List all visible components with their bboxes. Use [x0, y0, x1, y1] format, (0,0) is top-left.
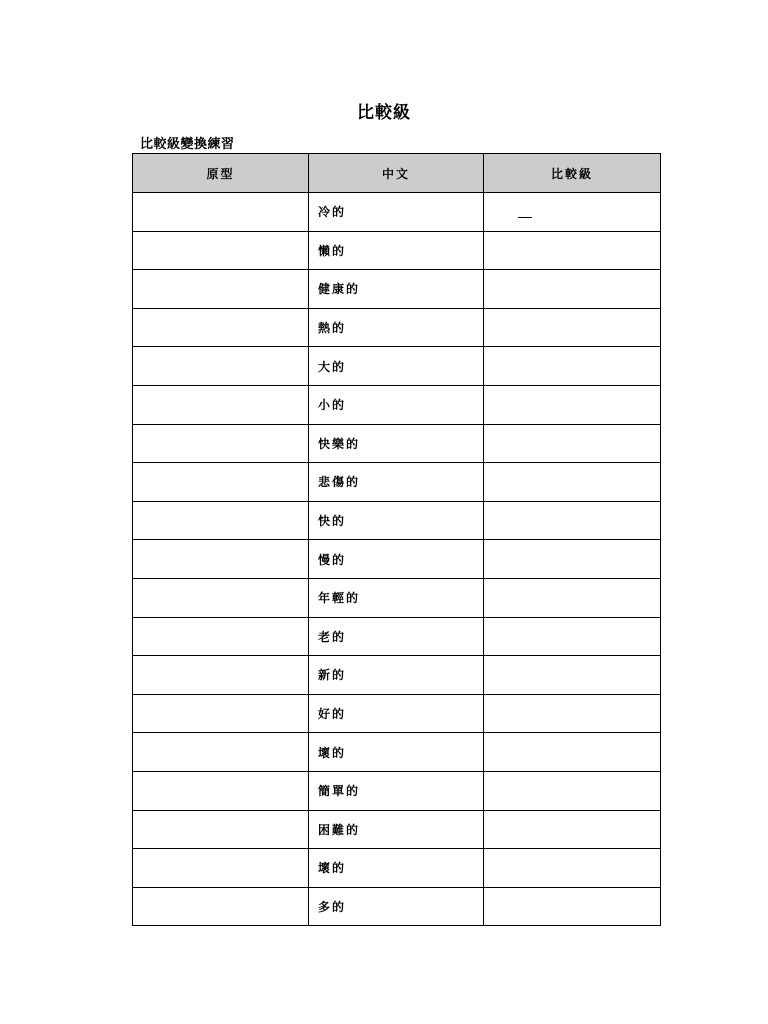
answer-blank-line — [518, 217, 532, 218]
comparative-cell[interactable] — [484, 424, 661, 463]
comparative-cell[interactable] — [484, 771, 661, 810]
base-form-cell[interactable] — [133, 656, 309, 695]
comparative-cell[interactable] — [484, 810, 661, 849]
chinese-meaning-cell: 快樂的 — [309, 424, 484, 463]
table-row — [133, 231, 661, 270]
base-form-cell[interactable] — [133, 694, 309, 733]
table-row — [133, 617, 661, 656]
base-form-cell[interactable] — [133, 578, 309, 617]
section-heading: 比較級變換練習 — [140, 137, 235, 152]
page-title: 比較級 — [357, 103, 411, 123]
base-form-cell[interactable] — [133, 193, 309, 232]
table-row — [133, 656, 661, 695]
chinese-meaning-cell: 壞的 — [309, 849, 484, 888]
comparative-cell[interactable] — [484, 270, 661, 309]
chinese-meaning-cell: 新的 — [309, 656, 484, 695]
chinese-meaning-cell: 熱的 — [309, 308, 484, 347]
table-row — [133, 771, 661, 810]
chinese-meaning-cell: 快的 — [309, 501, 484, 540]
base-form-cell[interactable] — [133, 308, 309, 347]
header-chinese: 中文 — [309, 154, 484, 193]
comparative-cell[interactable] — [484, 578, 661, 617]
table-row — [133, 463, 661, 502]
comparative-cell[interactable] — [484, 193, 661, 232]
comparative-cell[interactable] — [484, 540, 661, 579]
chinese-meaning-cell: 老的 — [309, 617, 484, 656]
table-row — [133, 887, 661, 926]
table-row — [133, 270, 661, 309]
table-row — [133, 849, 661, 888]
chinese-meaning-cell: 多的 — [309, 887, 484, 926]
comparative-cell[interactable] — [484, 849, 661, 888]
base-form-cell[interactable] — [133, 810, 309, 849]
base-form-cell[interactable] — [133, 887, 309, 926]
comparative-worksheet-table — [132, 153, 661, 926]
table-header-row — [133, 154, 661, 193]
table-row — [133, 810, 661, 849]
chinese-meaning-cell: 好的 — [309, 694, 484, 733]
chinese-meaning-cell: 大的 — [309, 347, 484, 386]
comparative-cell[interactable] — [484, 656, 661, 695]
base-form-cell[interactable] — [133, 424, 309, 463]
comparative-cell[interactable] — [484, 308, 661, 347]
table-row — [133, 733, 661, 772]
table-row — [133, 385, 661, 424]
base-form-cell[interactable] — [133, 463, 309, 502]
chinese-meaning-cell: 健康的 — [309, 270, 484, 309]
base-form-cell[interactable] — [133, 231, 309, 270]
base-form-cell[interactable] — [133, 270, 309, 309]
base-form-cell[interactable] — [133, 733, 309, 772]
base-form-cell[interactable] — [133, 347, 309, 386]
comparative-cell[interactable] — [484, 463, 661, 502]
base-form-cell[interactable] — [133, 849, 309, 888]
comparative-cell[interactable] — [484, 385, 661, 424]
table-row — [133, 501, 661, 540]
chinese-meaning-cell: 簡單的 — [309, 771, 484, 810]
chinese-meaning-cell: 壞的 — [309, 733, 484, 772]
comparative-cell[interactable] — [484, 694, 661, 733]
chinese-meaning-cell: 困難的 — [309, 810, 484, 849]
table-row — [133, 540, 661, 579]
table-row — [133, 308, 661, 347]
table-row — [133, 578, 661, 617]
chinese-meaning-cell: 冷的 — [309, 193, 484, 232]
chinese-meaning-cell: 懶的 — [309, 231, 484, 270]
table-row — [133, 694, 661, 733]
table-row — [133, 347, 661, 386]
base-form-cell[interactable] — [133, 501, 309, 540]
table-row — [133, 193, 661, 232]
chinese-meaning-cell: 小的 — [309, 385, 484, 424]
comparative-cell[interactable] — [484, 501, 661, 540]
base-form-cell[interactable] — [133, 617, 309, 656]
header-comparative: 比較級 — [484, 154, 661, 193]
comparative-cell[interactable] — [484, 733, 661, 772]
header-base-form: 原型 — [133, 154, 309, 193]
comparative-cell[interactable] — [484, 347, 661, 386]
comparative-cell[interactable] — [484, 887, 661, 926]
table-row — [133, 424, 661, 463]
comparative-cell[interactable] — [484, 617, 661, 656]
chinese-meaning-cell: 悲傷的 — [309, 463, 484, 502]
chinese-meaning-cell: 慢的 — [309, 540, 484, 579]
comparative-cell[interactable] — [484, 231, 661, 270]
chinese-meaning-cell: 年輕的 — [309, 578, 484, 617]
base-form-cell[interactable] — [133, 385, 309, 424]
base-form-cell[interactable] — [133, 771, 309, 810]
base-form-cell[interactable] — [133, 540, 309, 579]
